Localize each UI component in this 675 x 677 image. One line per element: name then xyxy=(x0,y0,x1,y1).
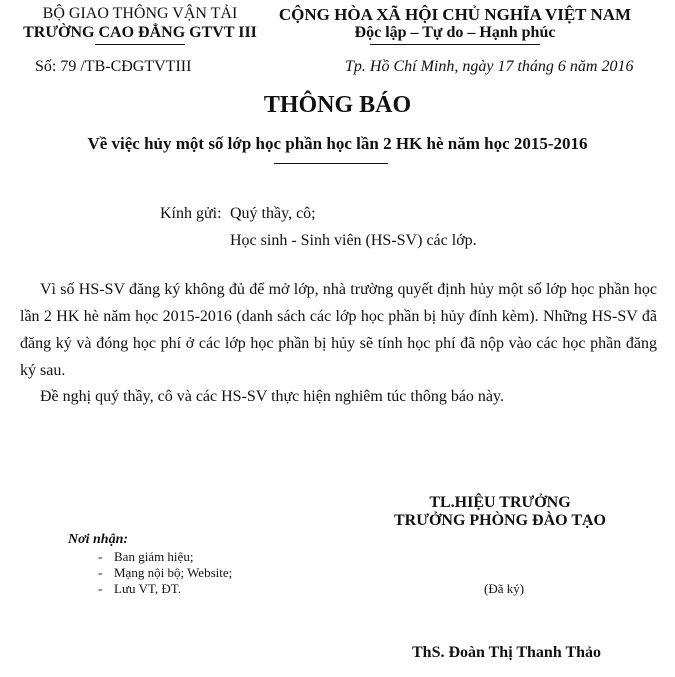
signature-position: TRƯỞNG PHÒNG ĐÀO TẠO xyxy=(393,512,606,529)
ministry-name: BỘ GIAO THÔNG VẬN TẢI xyxy=(42,5,238,22)
place-and-date: Tp. Hồ Chí Minh, ngày 17 tháng 6 năm 2016 xyxy=(345,58,634,75)
signed-note: (Đã ký) xyxy=(484,581,525,596)
school-underline xyxy=(95,44,185,45)
recipient-label: Mạng nội bộ; Website; xyxy=(114,565,233,580)
document-number: Số: 79 /TB-CĐGTVTIII xyxy=(35,58,192,75)
recipients-heading: Nơi nhận: xyxy=(68,532,129,547)
recipients-list-item xyxy=(98,581,181,597)
signer-name: ThS. Đoàn Thị Thanh Thảo xyxy=(412,644,602,661)
document-title: THÔNG BÁO xyxy=(263,92,412,118)
recipient-label: Ban giám hiệu; xyxy=(114,549,194,564)
recipient-label: Lưu VT, ĐT. xyxy=(114,581,181,596)
motto-underline xyxy=(370,44,540,45)
republic-heading: CỘNG HÒA XÃ HỘI CHỦ NGHĨA VIỆT NAM xyxy=(278,5,632,24)
list-dash: - xyxy=(98,565,103,580)
greeting-label: Kính gửi: xyxy=(160,205,222,222)
list-dash: - xyxy=(98,549,103,564)
list-dash: - xyxy=(98,581,103,596)
signature-title: TL.HIỆU TRƯỞNG xyxy=(429,494,571,511)
greeting-recipient: Quý thầy, cô; xyxy=(230,205,316,222)
national-motto: Độc lập – Tự do – Hạnh phúc xyxy=(354,24,556,41)
school-name: TRƯỜNG CAO ĐẲNG GTVT III xyxy=(23,24,257,41)
recipients-list-item xyxy=(98,565,232,581)
body-paragraph: Đề nghị quý thầy, cô và các HS-SV thực hiện nghiêm túc thông báo này. xyxy=(40,388,504,405)
greeting-recipient: Học sinh - Sinh viên (HS-SV) các lớp. xyxy=(230,232,477,249)
subtitle-underline xyxy=(274,163,388,164)
body-paragraph: Vì số HS-SV đăng ký không đủ để mở lớp, nhà trường quyết định hủy một số lớp học phần học lần 2 HK hè năm học 2015-2016 (danh sách các lớp học phần bị hủy đính kèm). Những HS-SV đã đăng ký và đóng học phí ở các lớp học phần bị hủy sẽ tính học phí đã nộp vào các học phần đăng ký sau. xyxy=(20,281,657,379)
recipients-list-item xyxy=(98,549,193,565)
document-subtitle: Về việc hủy một số lớp học phần học lần 2 HK hè năm học 2015-2016 xyxy=(87,134,588,153)
